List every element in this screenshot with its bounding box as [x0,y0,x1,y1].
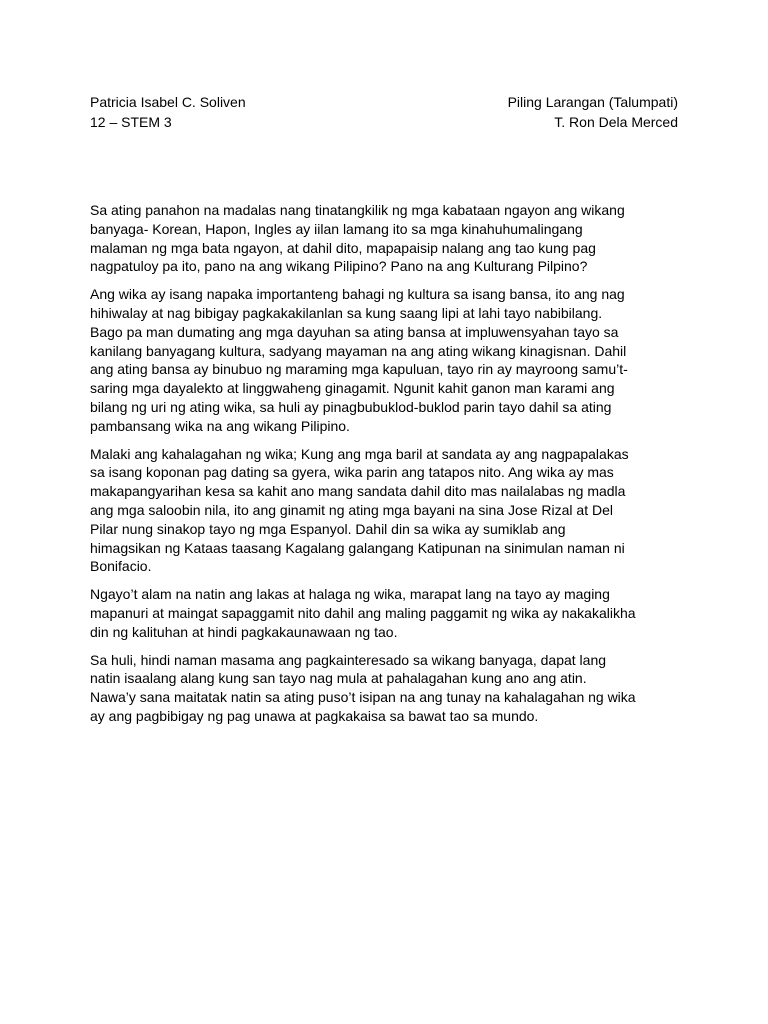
paragraph-2 [90,285,682,435]
paragraph-4 [90,585,682,641]
teacher-name: T. Ron Dela Merced [554,114,678,130]
paragraph-line: kanilang banyagang kultura, sadyang mayaman na ang ating wikang kinagisnan. Dahil [90,342,627,359]
paragraph-line: himagsikan ng Kataas taasang Kagalang galangang Katipunan na sinimulan naman ni [90,539,625,556]
document-header [90,92,678,132]
paragraph-line: Pilar nung sinakop tayo ng mga Espanyol. Dahil din sa wika ay sumiklab ang [90,520,566,537]
paragraph-line: Sa huli, hindi naman masama ang pagkainteresado sa wikang banyaga, dapat lang [90,651,607,668]
paragraph-1 [90,201,682,276]
paragraph-line: Malaki ang kahalagahan ng wika; Kung ang mga baril at sandata ay ang nagpapalakas [90,445,629,462]
paragraph-line: din ng kalituhan at hindi pagkakaunawaan ng tao. [90,623,398,640]
paragraph-line: mapanuri at maingat sapaggamit nito dahil ang maling paggamit ng wika ay nakakalikha [90,604,636,621]
paragraph-line: makapangyarihan kesa sa kahit ano mang sandata dahil dito mas nailalabas ng madla [90,483,626,500]
paragraph-line: nagpatuloy pa ito, pano na ang wikang Pilipino? Pano na ang Kulturang Pilpino? [90,258,588,275]
header-row-2 [90,112,678,132]
paragraph-line: ang ating bansa ay binubuo ng maraming mga kapuluan, tayo rin ay mayroong samu’t- [90,361,628,378]
paragraph-line: malaman ng mga bata ngayon, at dahil dito, mapapaisip nalang ang tao kung pag [90,239,596,256]
paragraph-line: Ngayo’t alam na natin ang lakas at halaga ng wika, marapat lang na tayo ay maging [90,586,610,603]
paragraph-line: pambansang wika na ang wikang Pilipino. [90,417,350,434]
paragraph-line: Sa ating panahon na madalas nang tinatangkilik ng mga kabataan ngayon ang wikang [90,202,625,218]
header-row-1 [90,92,678,112]
author-name: Patricia Isabel C. Soliven [90,94,246,110]
paragraph-line: saring mga dayalekto at linggwaheng ginagamit. Ngunit kahit ganon man karami ang [90,380,615,397]
paragraph-line: Ang wika ay isang napaka importanteng bahagi ng kultura sa isang bansa, ito ang nag [90,286,625,303]
subject-name: Piling Larangan (Talumpati) [507,94,678,110]
paragraph-3 [90,445,682,577]
paragraph-line: Bonifacio. [90,558,152,575]
paragraph-line: hihiwalay at nag bibigay pagkakakilanlan sa kung saang lipi at lahi tayo nabibilang. [90,304,603,321]
paragraph-line: ay ang pagbibigay ng pag unawa at pagkakaisa sa bawat tao sa mundo. [90,707,539,724]
paragraph-line: ang mga saloobin nila, ito ang ginamit ng ating mga bayani na sina Jose Rizal at Del [90,501,613,518]
speech-body [90,201,682,735]
paragraph-line: natin isaalang alang kung san tayo nag mula at pahalagahan kung ano ang atin. [90,670,587,687]
paragraph-line: bilang ng uri ng ating wika, sa huli ay pinagbubuklod-buklod parin tayo dahil sa ating [90,398,612,415]
paragraph-line: Bago pa man dumating ang mga dayuhan sa ating bansa at impluwensyahan tayo sa [90,323,619,340]
section-name: 12 – STEM 3 [90,114,172,130]
paragraph-line: sa isang koponan pag dating sa gyera, wika parin ang tatapos nito. Ang wika ay mas [90,464,614,481]
paragraph-line: banyaga- Korean, Hapon, Ingles ay iilan lamang ito sa mga kinahuhumalingang [90,220,583,237]
paragraph-5 [90,651,682,726]
paragraph-line: Nawa’y sana maitatak natin sa ating puso’t isipan na ang tunay na kahalagahan ng wika [90,689,636,706]
